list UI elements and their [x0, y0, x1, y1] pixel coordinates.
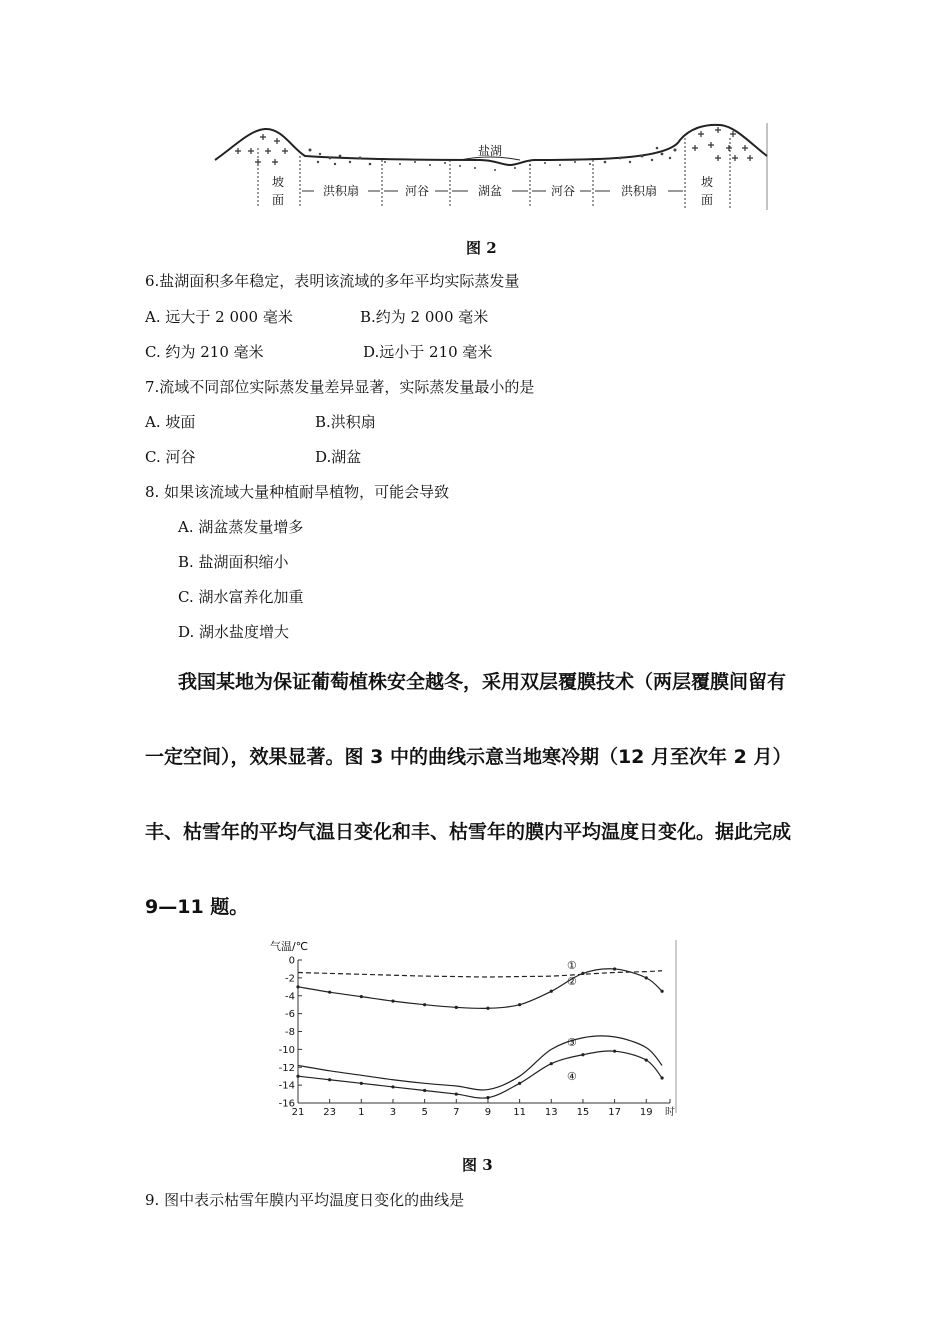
series-point — [518, 1003, 521, 1006]
series-point — [423, 1003, 426, 1006]
q9-stem: 9. 图中表示枯雪年膜内平均温度日变化的曲线是 — [145, 1191, 465, 1209]
series-label: ③ — [566, 1035, 577, 1049]
x-tick-label: 1 — [358, 1107, 365, 1118]
y-tick-label: -14 — [278, 1080, 295, 1092]
x-tick-label: 7 — [453, 1107, 460, 1118]
series-point — [423, 1089, 426, 1092]
q7-option-d: D.湖盆 — [315, 448, 362, 466]
series-point — [486, 1007, 489, 1010]
intro-line-1: 我国某地为保证葡萄植株安全越冬，采用双层覆膜技术（两层覆膜间留有 — [178, 671, 787, 693]
series-point — [328, 991, 331, 994]
x-tick-label: 17 — [608, 1107, 621, 1118]
series-point — [581, 972, 584, 975]
zone-label: 坡 — [700, 175, 714, 189]
series-point — [296, 985, 299, 988]
q7-option-a: A. 坡面 — [145, 413, 196, 431]
series-point — [360, 1082, 363, 1085]
series-point — [550, 990, 553, 993]
series-point — [328, 1078, 331, 1081]
series-point — [518, 1082, 521, 1085]
zone-label: 湖盆 — [477, 184, 503, 198]
q8-option-a: A. 湖盆蒸发量增多 — [178, 518, 304, 536]
zone-label: 面 — [700, 193, 714, 207]
figure2-cross-section — [210, 118, 775, 213]
q7-option-c: C. 河谷 — [145, 448, 196, 466]
y-tick-label: -2 — [285, 973, 295, 985]
zone-label: 洪积扇 — [620, 184, 658, 198]
q8-option-b: B. 盐湖面积缩小 — [178, 553, 289, 571]
x-tick-label: 21 — [291, 1107, 305, 1118]
x-tick-label: 9 — [484, 1107, 492, 1118]
series-point — [455, 1092, 458, 1095]
x-tick-label: 11 — [513, 1107, 526, 1118]
x-tick-label: 23 — [323, 1107, 337, 1118]
figure3-temperature-chart — [268, 938, 680, 1118]
x-tick-label: 15 — [576, 1107, 590, 1118]
q7-option-b: B.洪积扇 — [315, 413, 376, 431]
zone-label: 洪积扇 — [322, 184, 360, 198]
series-point — [455, 1006, 458, 1009]
series-point — [613, 967, 616, 970]
zone-label: 坡 — [271, 175, 285, 189]
y-tick-label: -12 — [278, 1062, 295, 1074]
series-point — [645, 976, 648, 979]
intro-line-4: 9—11 题。 — [145, 896, 249, 918]
q6-stem: 6.盐湖面积多年稳定，表明该流域的多年平均实际蒸发量 — [145, 272, 520, 290]
series-point — [391, 1000, 394, 1003]
y-tick-label: -8 — [285, 1027, 295, 1038]
series-point — [613, 1050, 616, 1053]
series-line-① — [298, 971, 662, 977]
intro-line-2: 一定空间），效果显著。图 3 中的曲线示意当地寒冷期（12 月至次年 2 月） — [145, 746, 792, 768]
series-line-② — [298, 969, 662, 1009]
q6-option-a: A. 远大于 2 000 毫米 — [145, 308, 293, 326]
x-tick-label: 3 — [389, 1107, 397, 1118]
series-point — [660, 990, 663, 993]
series-label: ④ — [566, 1069, 577, 1083]
q8-option-d: D. 湖水盐度增大 — [178, 623, 290, 641]
y-tick-label: 0 — [288, 955, 295, 967]
y-axis-label: 气温/℃ — [270, 940, 309, 953]
q6-option-b: B.约为 2 000 毫米 — [360, 308, 489, 326]
series-point — [296, 1075, 299, 1078]
zone-label: 河谷 — [550, 184, 576, 198]
intro-line-3: 丰、枯雪年的平均气温日变化和丰、枯雪年的膜内平均温度日变化。据此完成 — [145, 821, 792, 843]
lake-label: 盐湖 — [477, 144, 503, 158]
series-point — [550, 1062, 553, 1065]
zone-label: 河谷 — [404, 184, 430, 198]
figure2-caption: 图 2 — [466, 239, 497, 257]
x-tick-label: 13 — [544, 1107, 558, 1118]
series-label: ② — [566, 975, 577, 989]
q6-option-d: D.远小于 210 毫米 — [363, 343, 493, 361]
q6-option-c: C. 约为 210 毫米 — [145, 343, 264, 361]
q8-stem: 8. 如果该流域大量种植耐旱植物，可能会导致 — [145, 483, 450, 501]
x-tick-label: 5 — [421, 1107, 428, 1118]
y-tick-label: -6 — [285, 1009, 295, 1021]
series-point — [645, 1059, 648, 1062]
y-tick-label: -10 — [278, 1044, 295, 1056]
series-point — [391, 1085, 394, 1088]
q8-option-c: C. 湖水富养化加重 — [178, 588, 304, 606]
x-tick-label: 时 — [665, 1107, 675, 1118]
figure3-caption: 图 3 — [462, 1156, 493, 1174]
series-point — [581, 1053, 584, 1056]
y-tick-label: -16 — [278, 1098, 295, 1110]
x-tick-label: 19 — [639, 1107, 653, 1118]
series-point — [660, 1076, 663, 1079]
zone-label: 面 — [271, 193, 285, 207]
series-point — [360, 995, 363, 998]
series-point — [486, 1096, 489, 1099]
series-label: ① — [566, 958, 577, 972]
y-tick-label: -4 — [285, 991, 295, 1003]
q7-stem: 7.流域不同部位实际蒸发量差异显著，实际蒸发量最小的是 — [145, 378, 535, 396]
